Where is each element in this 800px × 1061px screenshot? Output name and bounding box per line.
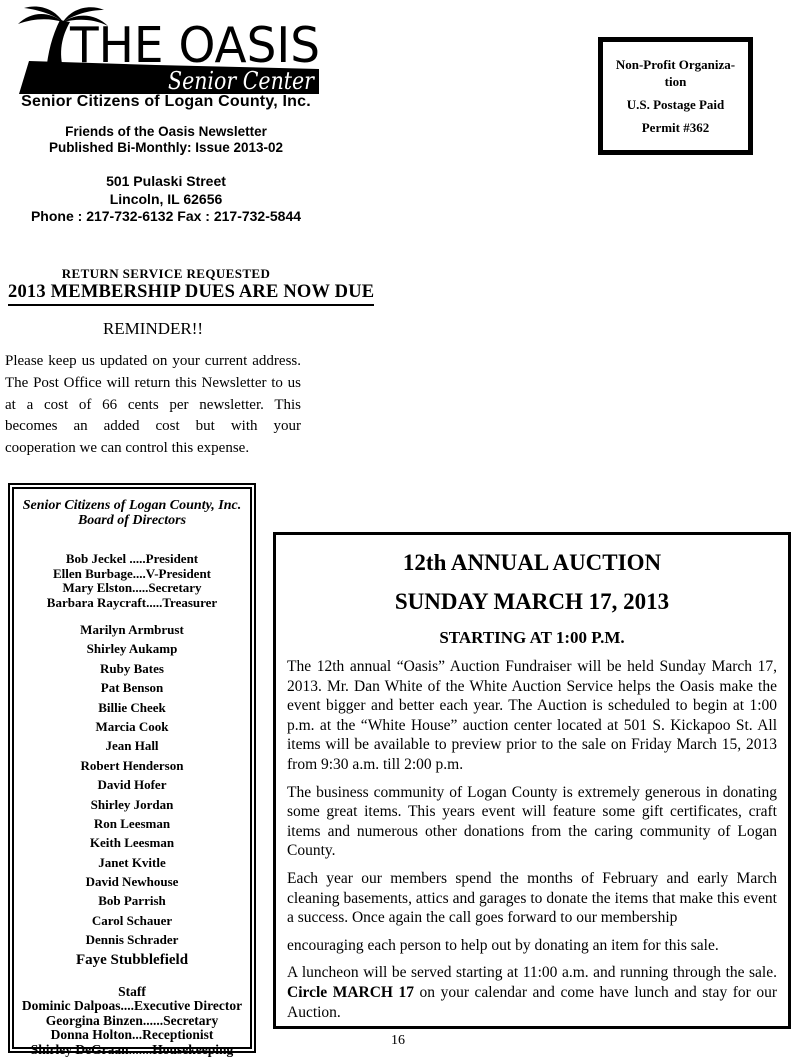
auction-p5-text: A luncheon will be served starting at 11:00 a.m. and running through the sale. [287, 964, 777, 982]
auction-time: STARTING AT 1:00 P.M. [439, 628, 625, 647]
board-member: Marilyn Armbrust [80, 622, 184, 637]
reminder-title: REMINDER!! [102, 319, 204, 338]
stamp-line: U.S. Postage Paid [626, 97, 725, 112]
return-service-notice: RETURN SERVICE REQUESTED [61, 266, 271, 282]
board-officer: Bob Jeckel .....President [65, 551, 199, 566]
auction-paragraph-3: Each year our members spend the months of February and early March cleaning basements, attics and garages to donate the items that make this event a success. Once again the call goes forward to our membership [287, 869, 777, 927]
board-title [14, 498, 250, 528]
board-member: Dennis Schrader [85, 932, 179, 948]
staff-title: Staff [118, 983, 146, 999]
staff-member: Donna Holton...Receptionist [50, 1027, 214, 1043]
staff-member: Shirley DeGraan.......Housekeeping [30, 1041, 234, 1057]
staff-list [14, 999, 250, 1057]
board-member: Ron Leesman [93, 815, 171, 831]
auction-paragraph-5 [287, 963, 777, 1022]
board-officer: Barbara Raycraft.....Treasurer [46, 594, 218, 610]
newsletter-info [0, 124, 332, 156]
board-member: Faye Stubblefield [75, 951, 189, 968]
auction-p5-circle-date: Circle MARCH 17 [287, 983, 414, 1001]
board-member: Shirley Jordan [90, 796, 174, 812]
board-title-org: Senior Citizens of Logan County, Inc. [22, 498, 242, 513]
board-title-label: Board of Directors [77, 513, 187, 528]
address-street: 501 Pulaski Street [106, 173, 226, 190]
auction-date: SUNDAY MARCH 17, 2013 [394, 589, 670, 614]
board-officers [14, 552, 250, 610]
board-member: Shirley Aukamp [86, 641, 178, 657]
header [0, 6, 332, 282]
auction-p5-text-end: on your calendar and come have lunch and stay for our Auction. [287, 983, 777, 1021]
board-of-directors-box [8, 483, 256, 1057]
page-number: 16 [391, 1033, 405, 1048]
board-member: David Hofer [97, 777, 167, 793]
board-officer: Mary Elston.....Secretary [62, 580, 202, 595]
postage-permit-box [598, 37, 753, 155]
logo-subtitle: Senior Center [168, 67, 316, 95]
auction-paragraph-4: encouraging each person to help out by donating an item for this sale. [287, 936, 719, 954]
board-members [14, 623, 250, 968]
address-block [0, 173, 332, 225]
board-member: David Newhouse [85, 874, 179, 890]
org-name: Senior Citizens of Logan County, Inc. [21, 93, 311, 110]
board-member: Keith Leesman [89, 835, 175, 851]
membership-dues-heading: 2013 MEMBERSHIP DUES ARE NOW DUE [8, 282, 374, 306]
board-inner [12, 487, 252, 1057]
board-member: Pat Benson [100, 680, 164, 696]
board-member: Robert Henderson [80, 757, 184, 773]
newsletter-title: Friends of the Oasis Newsletter [65, 124, 267, 139]
reminder-body: Please keep us updated on your current address. The Post Office will return this Newsletter to us at a cost of 66 cents per newsletter. This becomes an added cost but with your cooperation we can control this expense. [5, 353, 301, 457]
auction-paragraph-2: The business community of Logan County is extremely generous in donating some great items. This years event will feature some gift certificates, craft items and numerous other donations from the caring community of Logan County. [287, 783, 777, 860]
board-member: Janet Kvitle [98, 854, 166, 870]
board-member: Marcia Cook [95, 718, 169, 734]
newsletter-issue: Published Bi-Monthly: Issue 2013-02 [48, 140, 284, 156]
staff-member: Georgina Binzen......Secretary [45, 1012, 219, 1028]
oasis-logo [6, 6, 328, 96]
board-member: Billie Cheek [98, 699, 166, 715]
logo-title: THE OASIS [69, 17, 320, 74]
board-member: Ruby Bates [100, 660, 164, 676]
board-officer: Ellen Burbage....V-President [52, 565, 212, 581]
board-member: Carol Schauer [91, 912, 173, 928]
stamp-line: Permit #362 [641, 120, 710, 135]
stamp-line: Non-Profit Organiza- [615, 57, 736, 72]
auction-title: 12th ANNUAL AUCTION [402, 550, 662, 575]
phone-fax: Phone : 217-732-6132 Fax : 217-732-5844 [30, 207, 302, 224]
auction-article-box [273, 532, 791, 1029]
board-member: Bob Parrish [98, 893, 166, 909]
stamp-line: tion [664, 74, 687, 89]
reminder-section [5, 319, 301, 460]
address-city: Lincoln, IL 62656 [109, 190, 223, 207]
board-member: Jean Hall [105, 738, 159, 754]
staff-member: Dominic Dalpoas....Executive Director [21, 998, 243, 1014]
auction-paragraph-1: The 12th annual “Oasis” Auction Fundraiser will be held Sunday March 17, 2013. Mr. Dan White of the White Auction Service helps the Oasis make the event bigger and better each year. The Auction is scheduled to begin at 1:00 p.m. at the “White House” auction center located at 501 S. Kickapoo St. All items will be available to preview prior to the sale on Friday March 15, 2013 from 9:30 a.m. till 2:00 p.m. [287, 658, 777, 773]
